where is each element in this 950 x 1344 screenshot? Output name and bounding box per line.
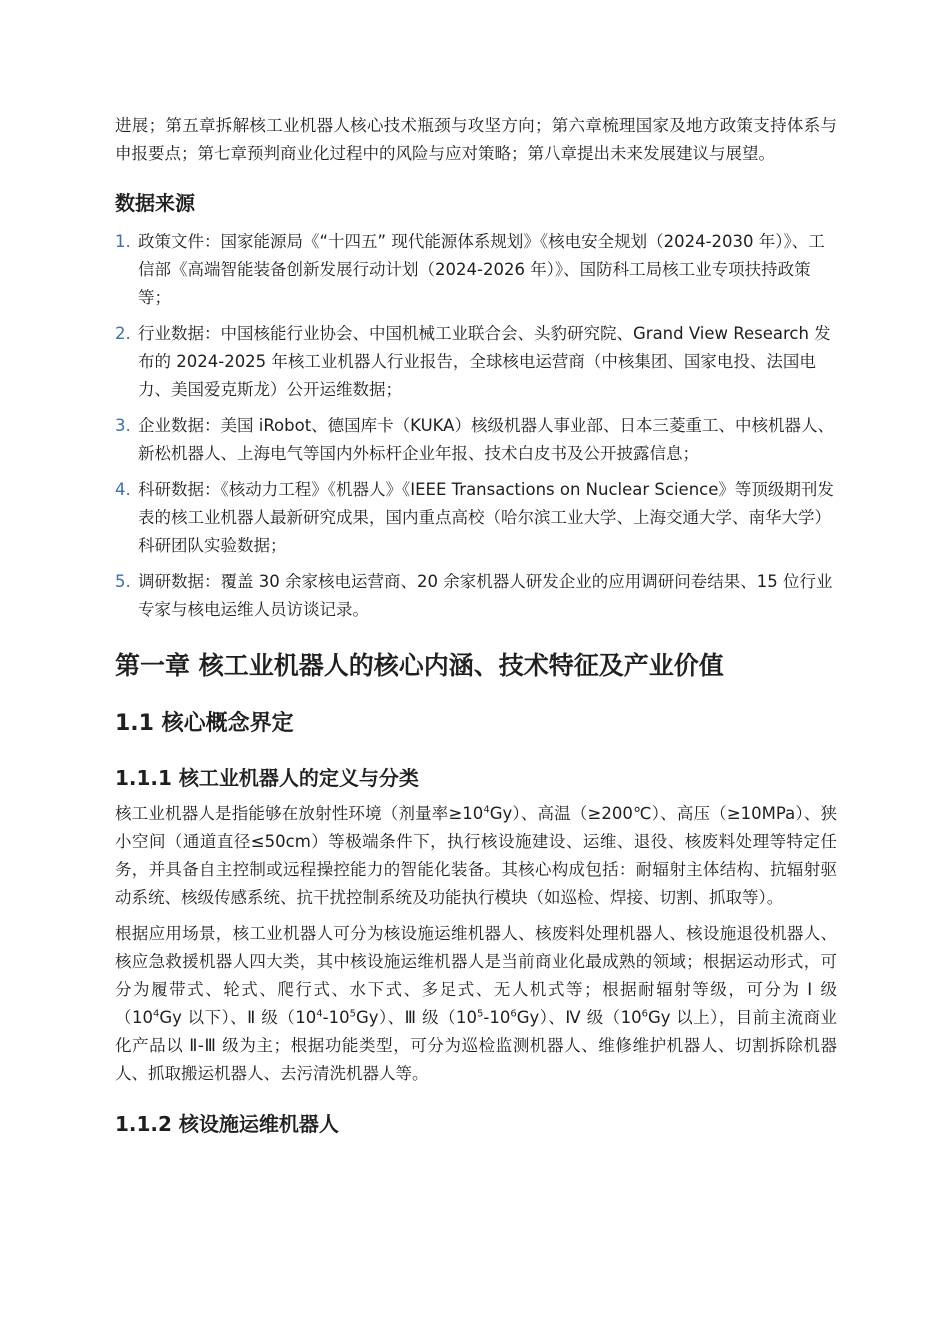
superscript: 4 bbox=[316, 1008, 323, 1020]
superscript: 5 bbox=[349, 1008, 356, 1020]
data-sources-heading: 数据来源 bbox=[115, 191, 195, 215]
classification-paragraph bbox=[115, 920, 837, 1088]
superscript: 6 bbox=[510, 1008, 517, 1020]
subsection-title: 1.1.2 核设施运维机器人 bbox=[115, 1112, 339, 1136]
definition-paragraph bbox=[115, 800, 837, 912]
text-run: Gy）、Ⅳ 级（10 bbox=[516, 1008, 642, 1027]
text-run: 根据应用场景，核工业机器人可分为核设施运维机器人、核废料处理机器人、核设施退役机器人、核应急救援机器人四大类，其中核设施运维机器人是当前商业化最成熟的领域；根据运动形式，可分为履带式、轮式、爬行式、水下式、多足式、无人机式等；根据耐辐射等级，可分为 Ⅰ 级（10 bbox=[115, 924, 837, 1027]
chapter-title: 第一章 核工业机器人的核心内涵、技术特征及产业价值 bbox=[115, 651, 724, 680]
list-item-number: 3. bbox=[115, 416, 131, 435]
list-item-text: 行业数据：中国核能行业协会、中国机械工业联合会、头豹研究院、Grand View Research 发布的 2024-2025 年核工业机器人行业报告，全球核电运营商（中核集团、国家电投、法国电力、美国爱克斯龙）公开运维数据； bbox=[138, 324, 831, 399]
text-run: Gy 以上），目前主流商业化产品以 Ⅱ-Ⅲ 级为主；根据功能类型，可分为巡检监测机器人、维修维护机器人、切割拆除机器人、抓取搬运机器人、去污清洗机器人等。 bbox=[115, 1008, 838, 1083]
list-item-text: 调研数据：覆盖 30 余家核电运营商、20 余家机器人研发企业的应用调研问卷结果、15 位行业专家与核电运维人员访谈记录。 bbox=[138, 572, 833, 619]
text-run: -10 bbox=[483, 1008, 511, 1027]
superscript: 4 bbox=[483, 804, 490, 816]
list-item-number: 4. bbox=[115, 480, 131, 499]
list-item bbox=[115, 412, 837, 468]
superscript: 4 bbox=[152, 1008, 160, 1020]
subsection-title: 1.1.1 核工业机器人的定义与分类 bbox=[115, 766, 419, 790]
list-item bbox=[115, 568, 837, 624]
text-run: Gy）、高温（≥200℃）、高压（≥10MPa）、狭小空间（通道直径≤50cm）等极端条件下，执行核设施建设、运维、退役、核废料处理等特定任务，并具备自主控制或远程操控能力的智能化装备。其核心构成包括：耐辐射主体结构、抗辐射驱动系统、核级传感系统、抗干扰控制系统及功能执行模块（如巡检、焊接、切割、抓取等）。 bbox=[115, 804, 837, 907]
list-item bbox=[115, 228, 837, 312]
list-item-number: 2. bbox=[115, 324, 131, 343]
list-item bbox=[115, 476, 837, 560]
list-item-number: 5. bbox=[115, 572, 131, 591]
data-sources-list bbox=[115, 228, 837, 624]
list-item-number: 1. bbox=[115, 232, 131, 251]
section-title: 1.1 核心概念界定 bbox=[115, 711, 294, 736]
list-item bbox=[115, 320, 837, 404]
intro-paragraph: 进展；第五章拆解核工业机器人核心技术瓶颈与攻坚方向；第六章梳理国家及地方政策支持体系与申报要点；第七章预判商业化过程中的风险与应对策略；第八章提出未来发展建议与展望。 bbox=[115, 116, 837, 163]
superscript: 5 bbox=[477, 1008, 484, 1020]
list-item-text: 企业数据：美国 iRobot、德国库卡（KUKA）核级机器人事业部、日本三菱重工、中核机器人、新松机器人、上海电气等国内外标杆企业年报、技术白皮书及公开披露信息； bbox=[138, 416, 834, 463]
text-run: 核工业机器人是指能够在放射性环境（剂量率≥10 bbox=[115, 804, 484, 823]
list-item-text: 科研数据：《核动力工程》《机器人》《IEEE Transactions on Nuclear Science》等顶级期刊发表的核工业机器人最新研究成果，国内重点高校（哈尔滨工业大学、上海交通大学、南华大学）科研团队实验数据； bbox=[138, 480, 834, 555]
superscript: 6 bbox=[641, 1008, 648, 1020]
text-run: Gy）、Ⅲ 级（10 bbox=[355, 1008, 478, 1027]
document-page bbox=[115, 112, 837, 1146]
list-item-text: 政策文件：国家能源局《“十四五” 现代能源体系规划》《核电安全规划（2024-2030 年）》、工信部《高端智能装备创新发展行动计划（2024-2026 年）》、国防科工局核工业专项扶持政策等； bbox=[138, 232, 825, 307]
text-run: -10 bbox=[322, 1008, 350, 1027]
text-run: Gy 以下）、Ⅱ 级（10 bbox=[159, 1008, 317, 1027]
